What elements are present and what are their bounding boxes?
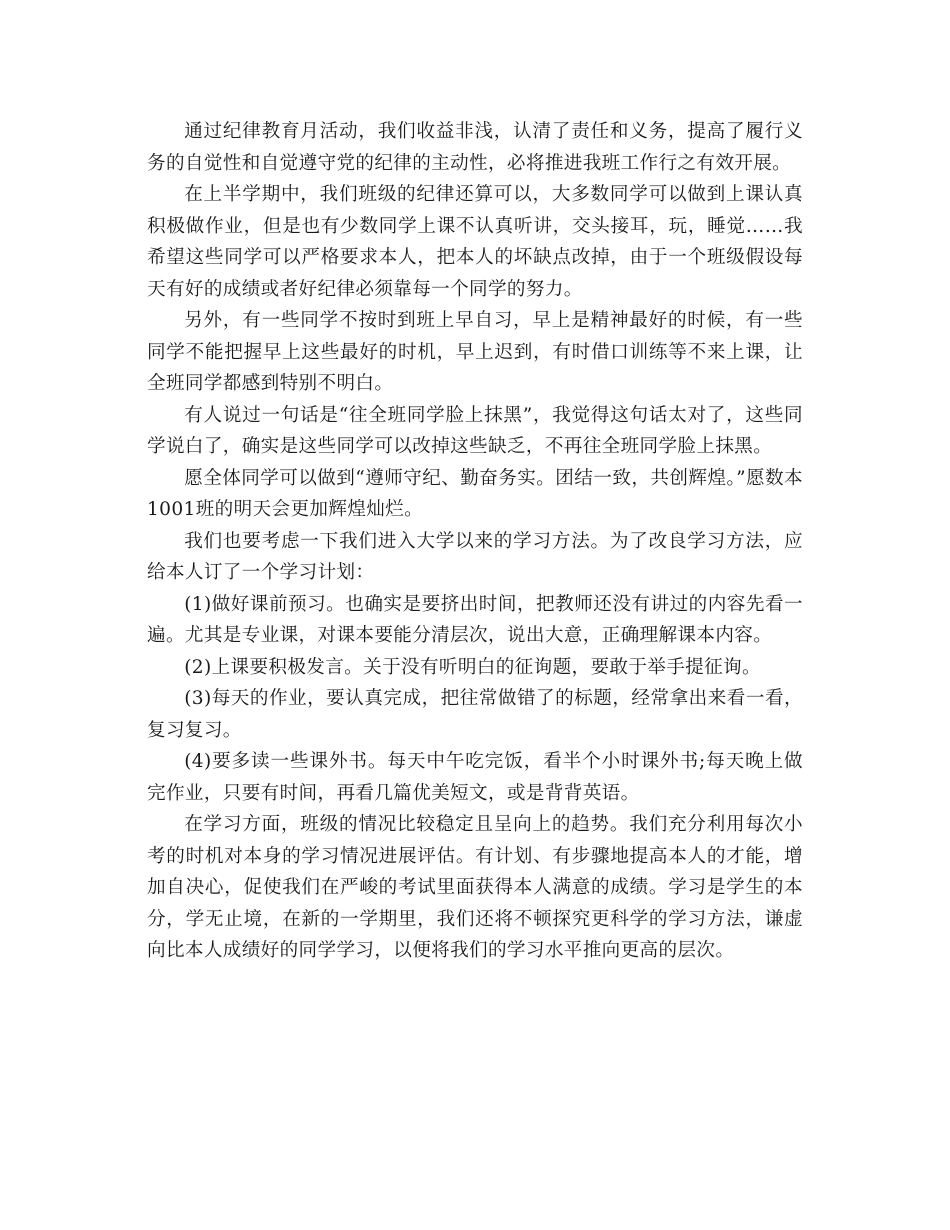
paragraph-quote: 有人说过一句话是“往全班同学脸上抹黑”，我觉得这句话太对了，这些同学说白了，确实是这些同学可以改掉这些缺乏，不再往全班同学脸上抹黑。 [147, 404, 803, 457]
paragraph-study-summary: 在学习方面，班级的情况比较稳定且呈向上的趋势。我们充分利用每次小考的时机对本身的学习情况进展评估。有计划、有步骤地提高本人的才能，增加自决心，促使我们在严峻的考试里面获得本人满意的成绩。学习是学生的本分，学无止境，在新的一学期里，我们还将不顿探究更科学的学习方法，谦虚向比本人成绩好的同学学习，以便将我们的学习水平推向更高的层次。 [147, 814, 803, 961]
document-body [147, 116, 803, 967]
list-item-preview: (1)做好课前预习。也确实是要挤出时间，把教师还没有讲过的内容先看一遍。尤其是专业课，对课本要能分清层次，说出大意，正确理解课本内容。 [147, 593, 803, 646]
paragraph-discipline-month: 通过纪律教育月活动，我们收益非浅，认清了责任和义务，提高了履行义务的自觉性和自觉遵守党的纪律的主动性，必将推进我班工作行之有效开展。 [147, 121, 803, 174]
list-item-homework: (3)每天的作业，要认真完成，把往常做错了的标题，经常拿出来看一看，复习复习。 [147, 688, 803, 741]
list-item-speak-up: (2)上课要积极发言。关于没有听明白的征询题，要敢于举手提征询。 [184, 656, 761, 678]
paragraph-first-semester: 在上半学期中，我们班级的纪律还算可以，大多数同学可以做到上课认真积极做作业，但是也有少数同学上课不认真听讲，交头接耳，玩，睡觉……我希望这些同学可以严格要求本人，把本人的坏缺点改掉，由于一个班级假设每天有好的成绩或者好纪律必须靠每一个同学的努力。 [147, 184, 803, 300]
paragraph-study-method: 我们也要考虑一下我们进入大学以来的学习方法。为了改良学习方法，应给本人订了一个学习计划： [147, 530, 803, 583]
paragraph-morning-study: 另外，有一些同学不按时到班上早自习，早上是精神最好的时候，有一些同学不能把握早上这些最好的时机，早上迟到，有时借口训练等不来上课，让全班同学都感到特别不明白。 [147, 310, 803, 394]
paragraph-wish: 愿全体同学可以做到“遵师守纪、勤奋务实。团结一致，共创辉煌。”愿数本1001班的明天会更加辉煌灿烂。 [147, 467, 803, 520]
list-item-reading: (4)要多读一些课外书。每天中午吃完饭，看半个小时课外书;每天晚上做完作业，只要有时间，再看几篇优美短文，或是背背英语。 [147, 751, 803, 804]
